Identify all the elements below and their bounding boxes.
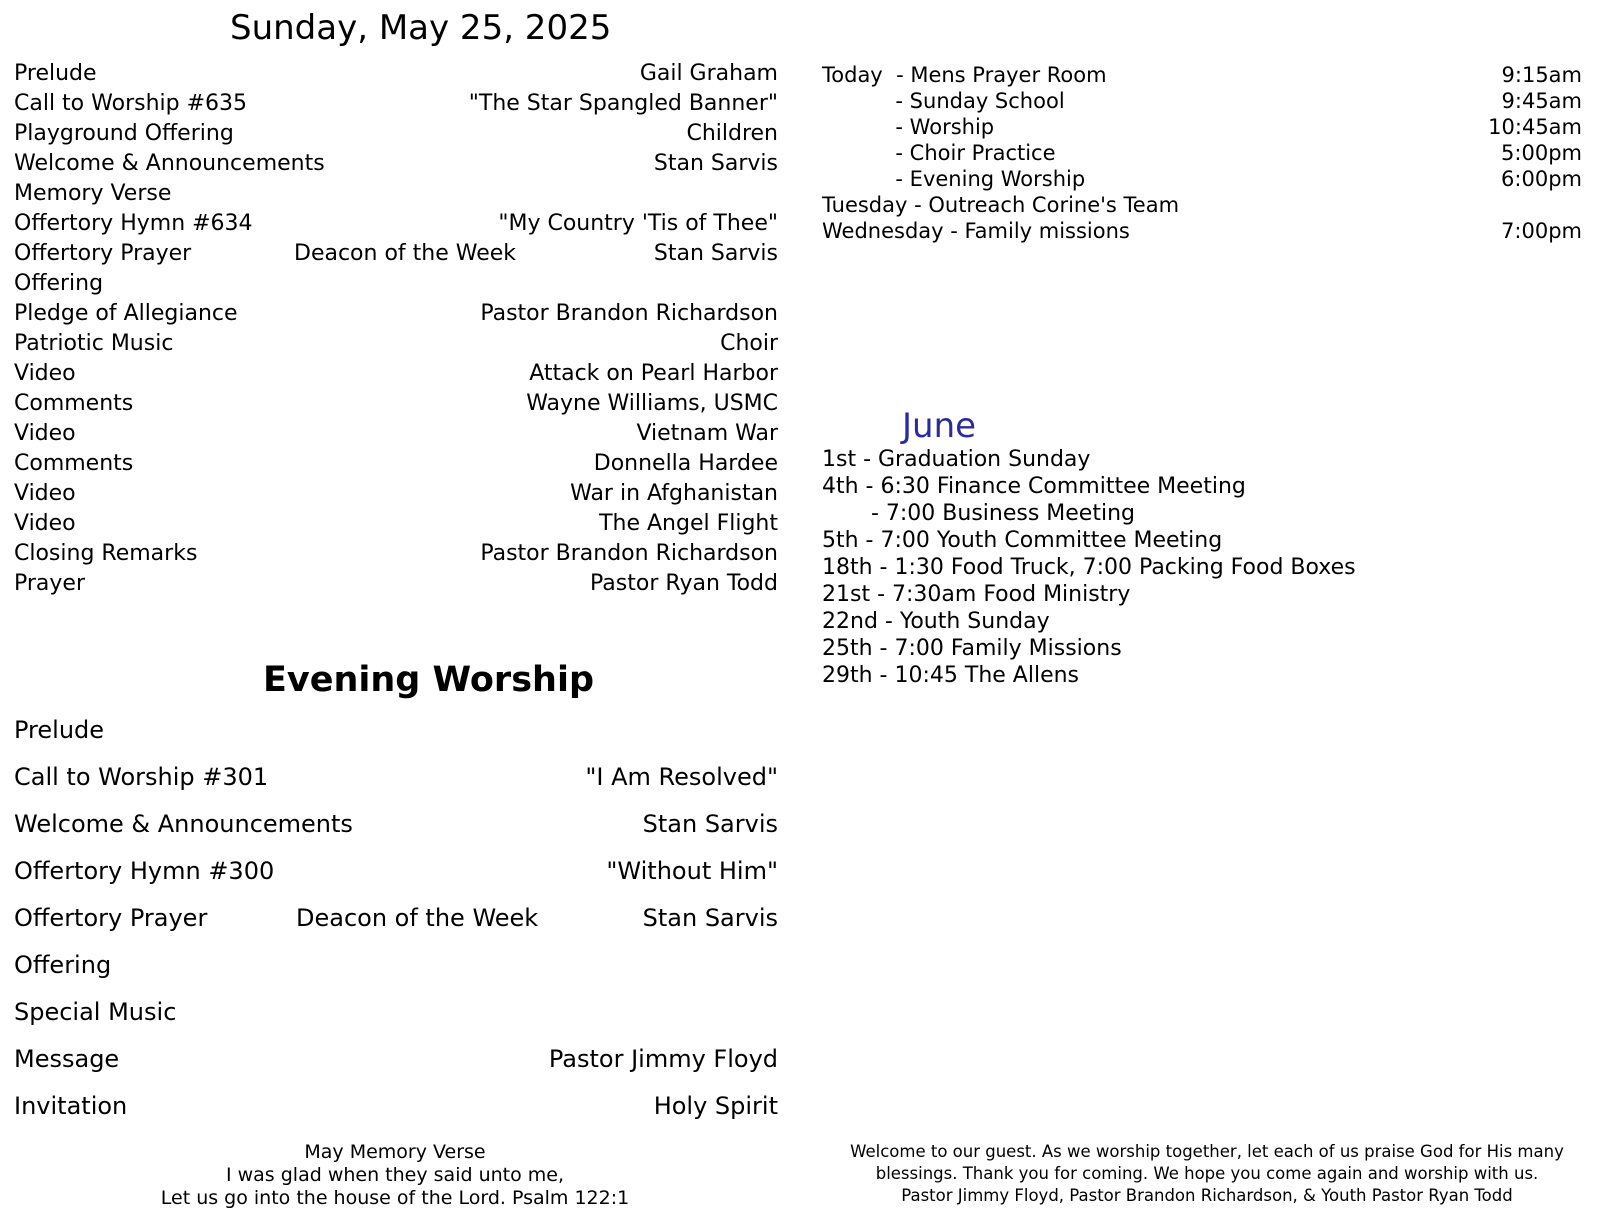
item-middle: Deacon of the Week	[294, 241, 517, 266]
item-leader: War in Afghanistan	[570, 481, 778, 506]
item-leader: Attack on Pearl Harbor	[529, 361, 778, 386]
item-label: Video	[14, 511, 76, 536]
service-row	[14, 120, 778, 148]
item-label: Offertory Hymn #634	[14, 211, 253, 236]
item-leader: Children	[686, 121, 778, 146]
item-label: Comments	[14, 451, 134, 476]
schedule-row	[822, 166, 1582, 192]
item-middle: Deacon of the Week	[296, 904, 539, 932]
item-label: Playground Offering	[14, 121, 234, 146]
service-row	[14, 450, 778, 478]
service-row	[14, 300, 778, 328]
item-leader: Stan Sarvis	[653, 151, 778, 176]
service-row	[14, 510, 778, 538]
item-leader: Stan Sarvis	[642, 810, 778, 838]
schedule-row	[822, 192, 1582, 218]
item-leader: Pastor Ryan Todd	[590, 571, 778, 596]
item-label: Patriotic Music	[14, 331, 174, 356]
welcome-line: Welcome to our guest. As we worship together, let each of us praise God for His many	[850, 1142, 1564, 1161]
service-row	[14, 180, 778, 208]
item-leader: Gail Graham	[639, 61, 778, 86]
schedule-time: 5:00pm	[1501, 141, 1582, 165]
item-label: Video	[14, 361, 76, 386]
item-label: Closing Remarks	[14, 541, 198, 566]
schedule-label: Today - Mens Prayer Room	[822, 63, 1107, 87]
service-row	[14, 210, 778, 238]
service-row	[14, 270, 778, 298]
item-leader: "I Am Resolved"	[585, 763, 778, 791]
service-row	[14, 240, 778, 268]
item-label: Offertory Prayer	[14, 241, 192, 266]
item-label: Welcome & Announcements	[14, 810, 353, 838]
schedule-time: 7:00pm	[1501, 219, 1582, 243]
item-label: Special Music	[14, 998, 177, 1026]
june-event: 29th - 10:45 The Allens	[822, 663, 1080, 688]
item-label: Memory Verse	[14, 181, 172, 206]
service-row	[14, 996, 778, 1028]
service-row	[14, 1090, 778, 1122]
item-label: Prelude	[14, 716, 105, 744]
item-label: Comments	[14, 391, 134, 416]
item-leader: Pastor Brandon Richardson	[480, 301, 778, 326]
june-event: - 7:00 Business Meeting	[822, 501, 1135, 526]
item-leader: Pastor Jimmy Floyd	[548, 1045, 778, 1073]
item-leader: "My Country 'Tis of Thee"	[498, 211, 778, 236]
item-leader: "Without Him"	[606, 857, 778, 885]
schedule-label: Tuesday - Outreach Corine's Team	[822, 193, 1180, 217]
page-title: Sunday, May 25, 2025	[230, 8, 612, 48]
schedule-row	[822, 62, 1582, 88]
evening-title: Evening Worship	[263, 660, 594, 700]
item-leader: Stan Sarvis	[642, 904, 778, 932]
schedule-label: - Sunday School	[822, 89, 1065, 113]
service-row	[14, 420, 778, 448]
schedule-time: 9:45am	[1501, 89, 1582, 113]
item-label: Invitation	[14, 1092, 128, 1120]
service-row	[14, 855, 778, 887]
service-row	[14, 480, 778, 508]
schedule-time: 9:15am	[1501, 63, 1582, 87]
service-row	[14, 330, 778, 358]
welcome-line: Pastor Jimmy Floyd, Pastor Brandon Richardson, & Youth Pastor Ryan Todd	[901, 1186, 1513, 1205]
item-leader: Donnella Hardee	[593, 451, 778, 476]
june-event: 5th - 7:00 Youth Committee Meeting	[822, 528, 1223, 553]
service-row	[14, 60, 778, 88]
item-leader: Stan Sarvis	[653, 241, 778, 266]
june-event: 1st - Graduation Sunday	[822, 447, 1091, 472]
item-label: Offertory Hymn #300	[14, 857, 275, 885]
item-label: Welcome & Announcements	[14, 151, 325, 176]
item-leader: Pastor Brandon Richardson	[480, 541, 778, 566]
service-row	[14, 1043, 778, 1075]
schedule-label: - Choir Practice	[822, 141, 1056, 165]
service-row	[14, 570, 778, 598]
schedule-time: 6:00pm	[1501, 167, 1582, 191]
item-label: Call to Worship #635	[14, 91, 248, 116]
item-leader: The Angel Flight	[599, 511, 778, 536]
schedule-time: 10:45am	[1488, 115, 1582, 139]
june-event: 22nd - Youth Sunday	[822, 609, 1050, 634]
june-title: June	[902, 406, 977, 446]
item-label: Offering	[14, 271, 104, 296]
schedule-row	[822, 140, 1582, 166]
schedule-row	[822, 114, 1582, 140]
service-row	[14, 360, 778, 388]
service-row	[14, 150, 778, 178]
item-label: Video	[14, 481, 76, 506]
item-label: Call to Worship #301	[14, 763, 269, 791]
schedule-row	[822, 88, 1582, 114]
welcome-line: blessings. Thank you for coming. We hope you come again and worship with us.	[875, 1164, 1539, 1183]
june-event: 18th - 1:30 Food Truck, 7:00 Packing Food Boxes	[822, 555, 1356, 580]
item-label: Pledge of Allegiance	[14, 301, 238, 326]
item-label: Offering	[14, 951, 112, 979]
schedule-label: Wednesday - Family missions	[822, 219, 1130, 243]
memory-verse-heading: May Memory Verse	[304, 1141, 486, 1163]
item-leader: Holy Spirit	[653, 1092, 778, 1120]
service-row	[14, 808, 778, 840]
june-event: 21st - 7:30am Food Ministry	[822, 582, 1131, 607]
item-leader: Vietnam War	[636, 421, 778, 446]
service-row	[14, 90, 778, 118]
memory-verse-line: I was glad when they said unto me,	[225, 1164, 565, 1186]
item-leader: "The Star Spangled Banner"	[468, 91, 778, 116]
june-event: 25th - 7:00 Family Missions	[822, 636, 1122, 661]
item-leader: Wayne Williams, USMC	[526, 391, 778, 416]
memory-verse	[160, 1141, 630, 1210]
schedule-label: - Evening Worship	[822, 167, 1086, 191]
item-label: Prayer	[14, 571, 86, 596]
item-label: Message	[14, 1045, 120, 1073]
item-leader: Choir	[720, 331, 778, 356]
service-row	[14, 540, 778, 568]
schedule-label: - Worship	[822, 115, 995, 139]
item-label: Video	[14, 421, 76, 446]
welcome-note	[832, 1141, 1582, 1207]
item-label: Prelude	[14, 61, 97, 86]
schedule-row	[822, 218, 1582, 244]
service-row	[14, 714, 778, 746]
item-label: Offertory Prayer	[14, 904, 208, 932]
june-event: 4th - 6:30 Finance Committee Meeting	[822, 474, 1246, 499]
service-row	[14, 390, 778, 418]
memory-verse-line: Let us go into the house of the Lord. Psalm 122:1	[160, 1187, 630, 1209]
service-row	[14, 902, 778, 934]
service-row	[14, 949, 778, 981]
service-row	[14, 761, 778, 793]
